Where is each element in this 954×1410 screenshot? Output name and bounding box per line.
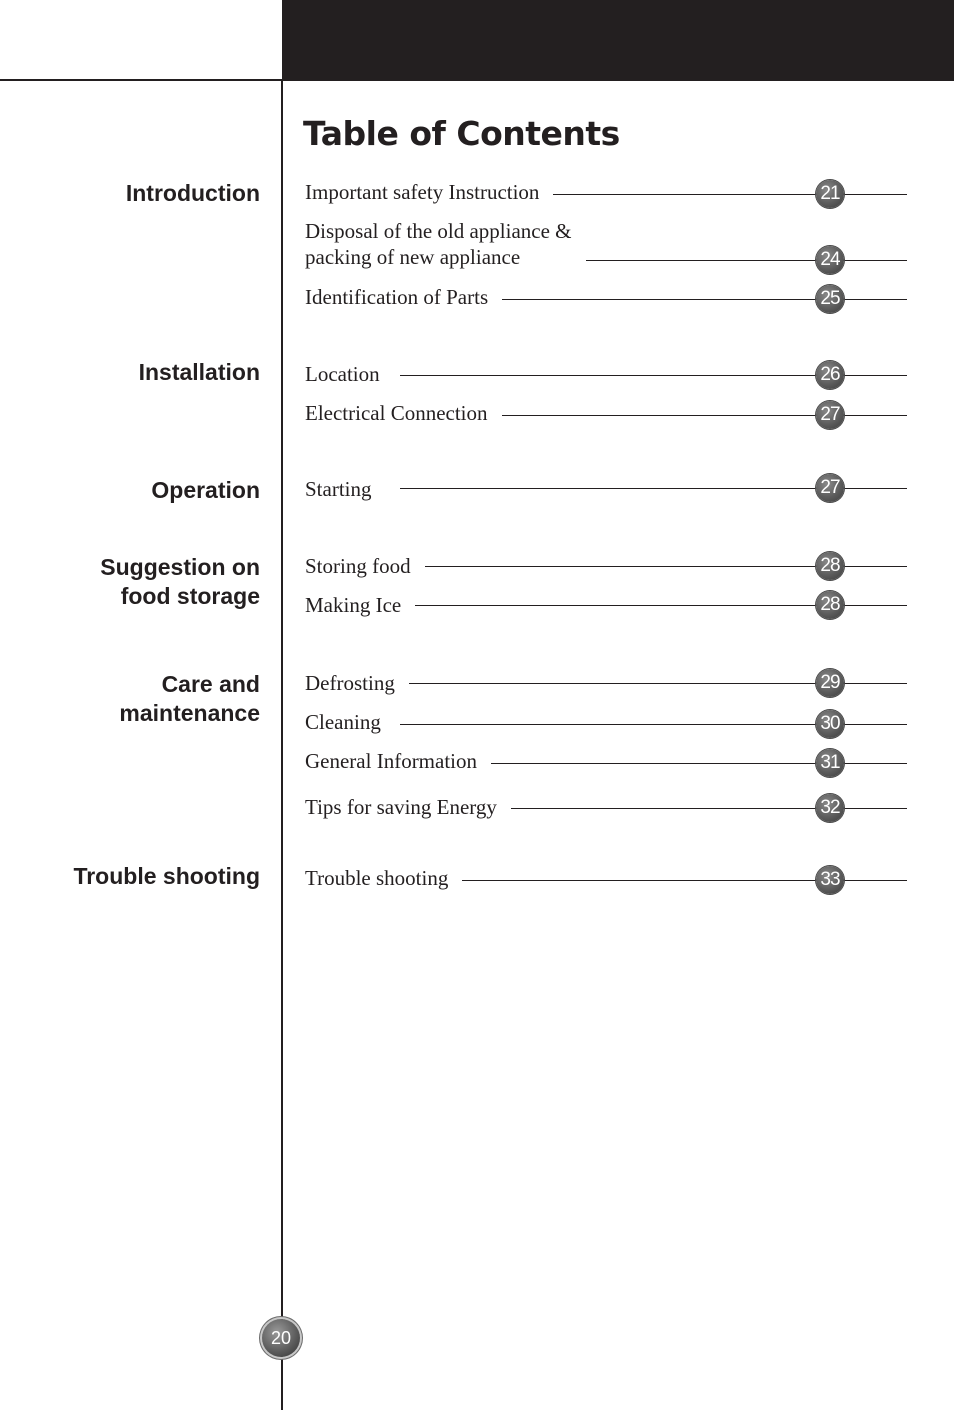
entry-label: Location bbox=[305, 362, 380, 386]
toc-entry-trouble-shooting[interactable] bbox=[305, 865, 462, 891]
toc-entry-making-ice[interactable] bbox=[305, 592, 415, 618]
toc-entry-starting[interactable] bbox=[305, 476, 386, 502]
section-label: Introduction bbox=[125, 180, 260, 206]
section-label: Trouble shooting bbox=[73, 863, 260, 889]
toc-entry-defrosting[interactable] bbox=[305, 670, 409, 696]
section-label: Suggestion on bbox=[100, 554, 260, 580]
toc-entry-important-safety-instruction[interactable] bbox=[305, 179, 553, 205]
section-introduction bbox=[0, 179, 260, 208]
column-divider bbox=[281, 81, 283, 1410]
page-badge: 27 bbox=[816, 474, 844, 502]
section-trouble-shooting bbox=[0, 862, 260, 891]
page-badge: 31 bbox=[816, 749, 844, 777]
entry-label: Starting bbox=[305, 477, 372, 501]
entry-label: packing of new appliance bbox=[305, 245, 521, 269]
entry-label: General Information bbox=[305, 749, 478, 773]
entry-label: Making Ice bbox=[305, 593, 402, 617]
header-bar bbox=[282, 0, 954, 81]
toc-entry-tips-for-saving-energy[interactable] bbox=[305, 794, 511, 820]
section-installation bbox=[0, 358, 260, 387]
entry-label: Identification of Parts bbox=[305, 285, 489, 309]
toc-entry-cleaning[interactable] bbox=[305, 709, 395, 735]
entry-label: Disposal of the old appliance & bbox=[305, 219, 572, 243]
section-label: Care and bbox=[161, 671, 260, 697]
toc-entry-identification-of-parts[interactable] bbox=[305, 284, 502, 310]
toc-entry-electrical-connection[interactable] bbox=[305, 400, 502, 426]
page-number-badge: 20 bbox=[262, 1319, 300, 1357]
page-badge: 33 bbox=[816, 866, 844, 894]
page-badge: 29 bbox=[816, 669, 844, 697]
toc-entry-location[interactable] bbox=[305, 361, 394, 387]
entry-label: Important safety Instruction bbox=[305, 180, 540, 204]
header-rule bbox=[0, 79, 282, 81]
toc-entry-storing-food[interactable] bbox=[305, 553, 425, 579]
page-badge: 32 bbox=[816, 794, 844, 822]
page-badge: 25 bbox=[816, 285, 844, 313]
section-label: maintenance bbox=[119, 700, 260, 726]
entry-label: Electrical Connection bbox=[305, 401, 488, 425]
entry-label: Tips for saving Energy bbox=[305, 795, 497, 819]
section-suggestion-on-food-storage bbox=[0, 553, 260, 611]
page-badge: 27 bbox=[816, 401, 844, 429]
section-label: Installation bbox=[138, 359, 260, 385]
toc-entry-general-information[interactable] bbox=[305, 748, 491, 774]
entry-label: Trouble shooting bbox=[305, 866, 449, 890]
section-operation bbox=[0, 476, 260, 505]
entry-label: Cleaning bbox=[305, 710, 381, 734]
page-badge: 28 bbox=[816, 552, 844, 580]
entry-label: Defrosting bbox=[305, 671, 395, 695]
section-label: Operation bbox=[151, 477, 260, 503]
section-care-and-maintenance bbox=[0, 670, 260, 728]
page-badge: 24 bbox=[816, 246, 844, 274]
page-badge: 30 bbox=[816, 710, 844, 738]
page-badge: 28 bbox=[816, 591, 844, 619]
page-badge: 21 bbox=[816, 180, 844, 208]
page-badge: 26 bbox=[816, 361, 844, 389]
entry-label: Storing food bbox=[305, 554, 411, 578]
page-title: Table of Contents bbox=[303, 114, 620, 153]
section-label: food storage bbox=[120, 583, 260, 609]
toc-entry-disposal-and-packing[interactable] bbox=[305, 218, 586, 270]
